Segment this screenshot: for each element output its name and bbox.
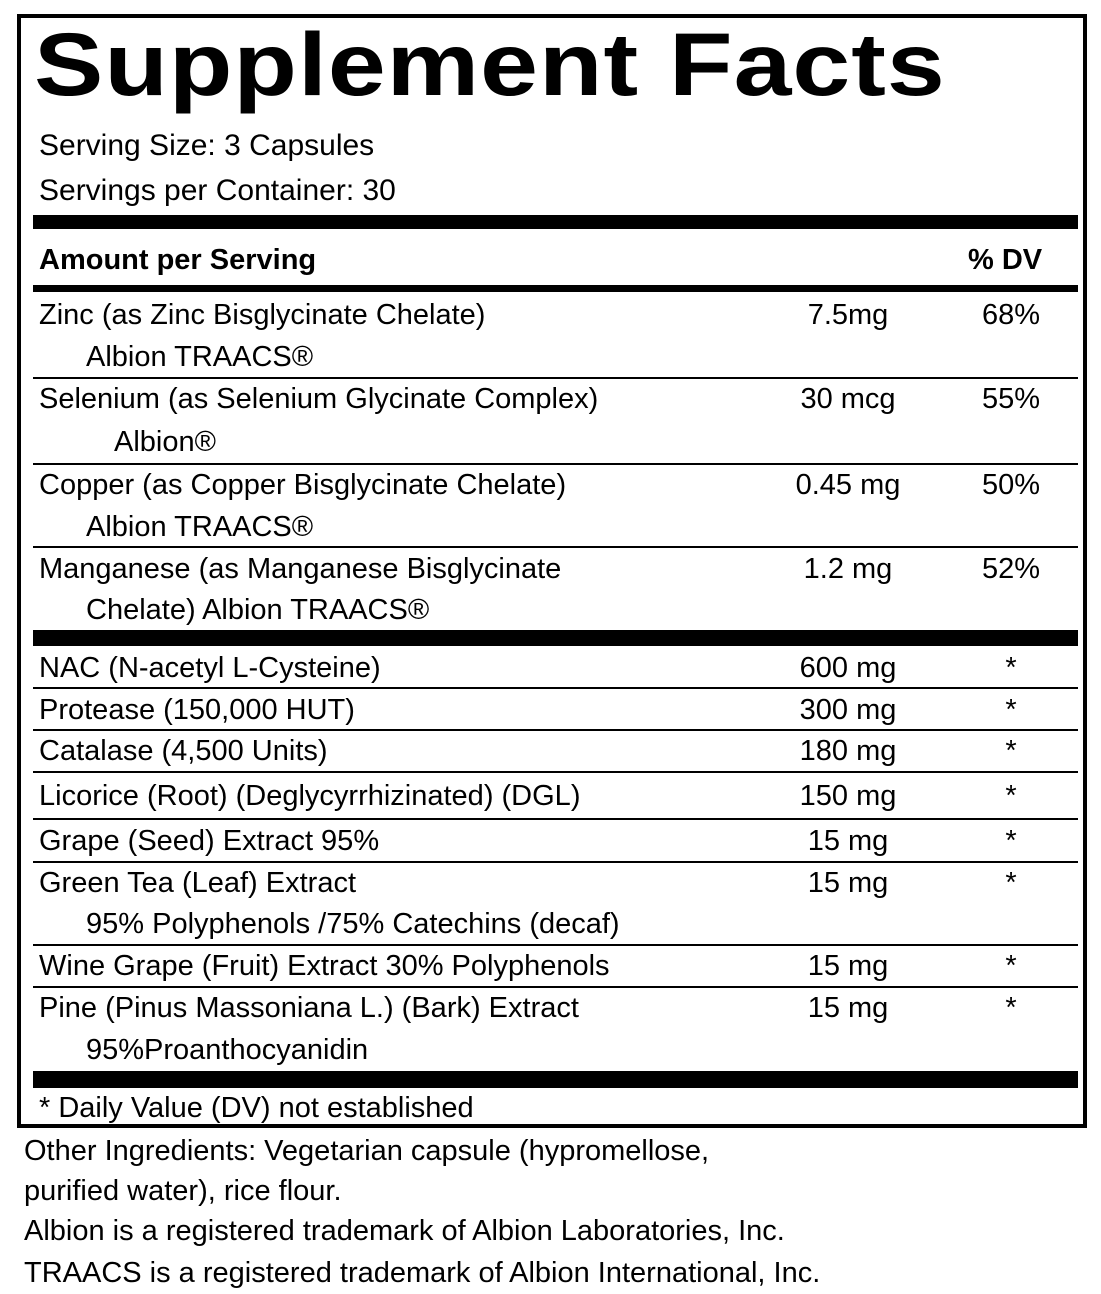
ingredient-amount: 30 mcg xyxy=(800,383,896,415)
row-divider xyxy=(33,546,1078,548)
ingredient-source: 95% Polyphenols /75% Catechins (decaf) xyxy=(86,908,620,940)
ingredient-dv: * xyxy=(1005,992,1017,1024)
ingredient-dv: * xyxy=(1005,694,1017,726)
header-divider xyxy=(33,285,1078,292)
ingredient-name: NAC (N-acetyl L-Cysteine) xyxy=(39,652,381,684)
ingredient-name: Protease (150,000 HUT) xyxy=(39,694,355,726)
ingredient-source: 95%Proanthocyanidin xyxy=(86,1034,369,1066)
ingredient-amount: 15 mg xyxy=(807,992,889,1024)
section-divider xyxy=(33,630,1078,646)
ingredient-dv: 68% xyxy=(981,299,1041,331)
label-title: Supplement Facts xyxy=(34,14,946,115)
ingredient-dv: 50% xyxy=(981,469,1041,501)
ingredient-amount: 180 mg xyxy=(799,735,897,767)
ingredient-name: Grape (Seed) Extract 95% xyxy=(39,825,380,857)
ingredient-name: Pine (Pinus Massoniana L.) (Bark) Extract xyxy=(39,992,579,1024)
ingredient-amount: 150 mg xyxy=(799,780,897,812)
ingredient-dv: * xyxy=(1005,735,1017,767)
ingredient-amount: 0.45 mg xyxy=(795,469,901,501)
other-ingredients-line2: purified water), rice flour. xyxy=(24,1175,342,1207)
trademark-traacs: TRAACS is a registered trademark of Albion International, Inc. xyxy=(24,1257,821,1289)
ingredient-amount: 600 mg xyxy=(799,652,897,684)
ingredient-amount: 1.2 mg xyxy=(803,553,893,585)
thick-divider xyxy=(33,215,1078,229)
serving-size: Serving Size: 3 Capsules xyxy=(39,129,375,162)
ingredient-dv: 52% xyxy=(981,553,1041,585)
ingredient-source: Albion® xyxy=(114,426,216,458)
ingredient-name: Catalase (4,500 Units) xyxy=(39,735,328,767)
ingredient-dv: * xyxy=(1005,950,1017,982)
ingredient-source: Albion TRAACS® xyxy=(86,341,314,373)
ingredient-amount: 15 mg xyxy=(807,825,889,857)
ingredient-dv: * xyxy=(1005,825,1017,857)
row-divider xyxy=(33,986,1078,988)
ingredient-source: Chelate) Albion TRAACS® xyxy=(86,594,430,626)
ingredient-name: Selenium (as Selenium Glycinate Complex) xyxy=(39,383,599,415)
ingredient-source: Albion TRAACS® xyxy=(86,511,314,543)
row-divider xyxy=(33,771,1078,773)
bottom-divider xyxy=(33,1071,1078,1088)
row-divider xyxy=(33,687,1078,689)
trademark-albion: Albion is a registered trademark of Albion Laboratories, Inc. xyxy=(24,1215,785,1247)
header-amount-per-serving: Amount per Serving xyxy=(39,244,317,276)
ingredient-amount: 7.5mg xyxy=(807,299,889,331)
ingredient-dv: * xyxy=(1005,780,1017,812)
ingredient-name: Licorice (Root) (Deglycyrrhizinated) (DGL) xyxy=(39,780,581,812)
ingredient-amount: 15 mg xyxy=(807,950,889,982)
other-ingredients-line1: Other Ingredients: Vegetarian capsule (hypromellose, xyxy=(24,1135,710,1167)
row-divider xyxy=(33,861,1078,863)
row-divider xyxy=(33,729,1078,731)
ingredient-name: Manganese (as Manganese Bisglycinate xyxy=(39,553,562,585)
ingredient-dv: * xyxy=(1005,652,1017,684)
ingredient-name: Wine Grape (Fruit) Extract 30% Polyphenols xyxy=(39,950,610,982)
ingredient-name: Green Tea (Leaf) Extract xyxy=(39,867,357,899)
row-divider xyxy=(33,463,1078,465)
ingredient-dv: 55% xyxy=(981,383,1041,415)
ingredient-amount: 15 mg xyxy=(807,867,889,899)
ingredient-name: Copper (as Copper Bisglycinate Chelate) xyxy=(39,469,567,501)
servings-per-container: Servings per Container: 30 xyxy=(39,174,396,207)
ingredient-name: Zinc (as Zinc Bisglycinate Chelate) xyxy=(39,299,486,331)
ingredient-amount: 300 mg xyxy=(799,694,897,726)
dv-footnote: * Daily Value (DV) not established xyxy=(39,1092,474,1124)
row-divider xyxy=(33,377,1078,379)
row-divider xyxy=(33,818,1078,820)
ingredient-dv: * xyxy=(1005,867,1017,899)
row-divider xyxy=(33,944,1078,946)
header-percent-dv: % DV xyxy=(968,244,1043,276)
